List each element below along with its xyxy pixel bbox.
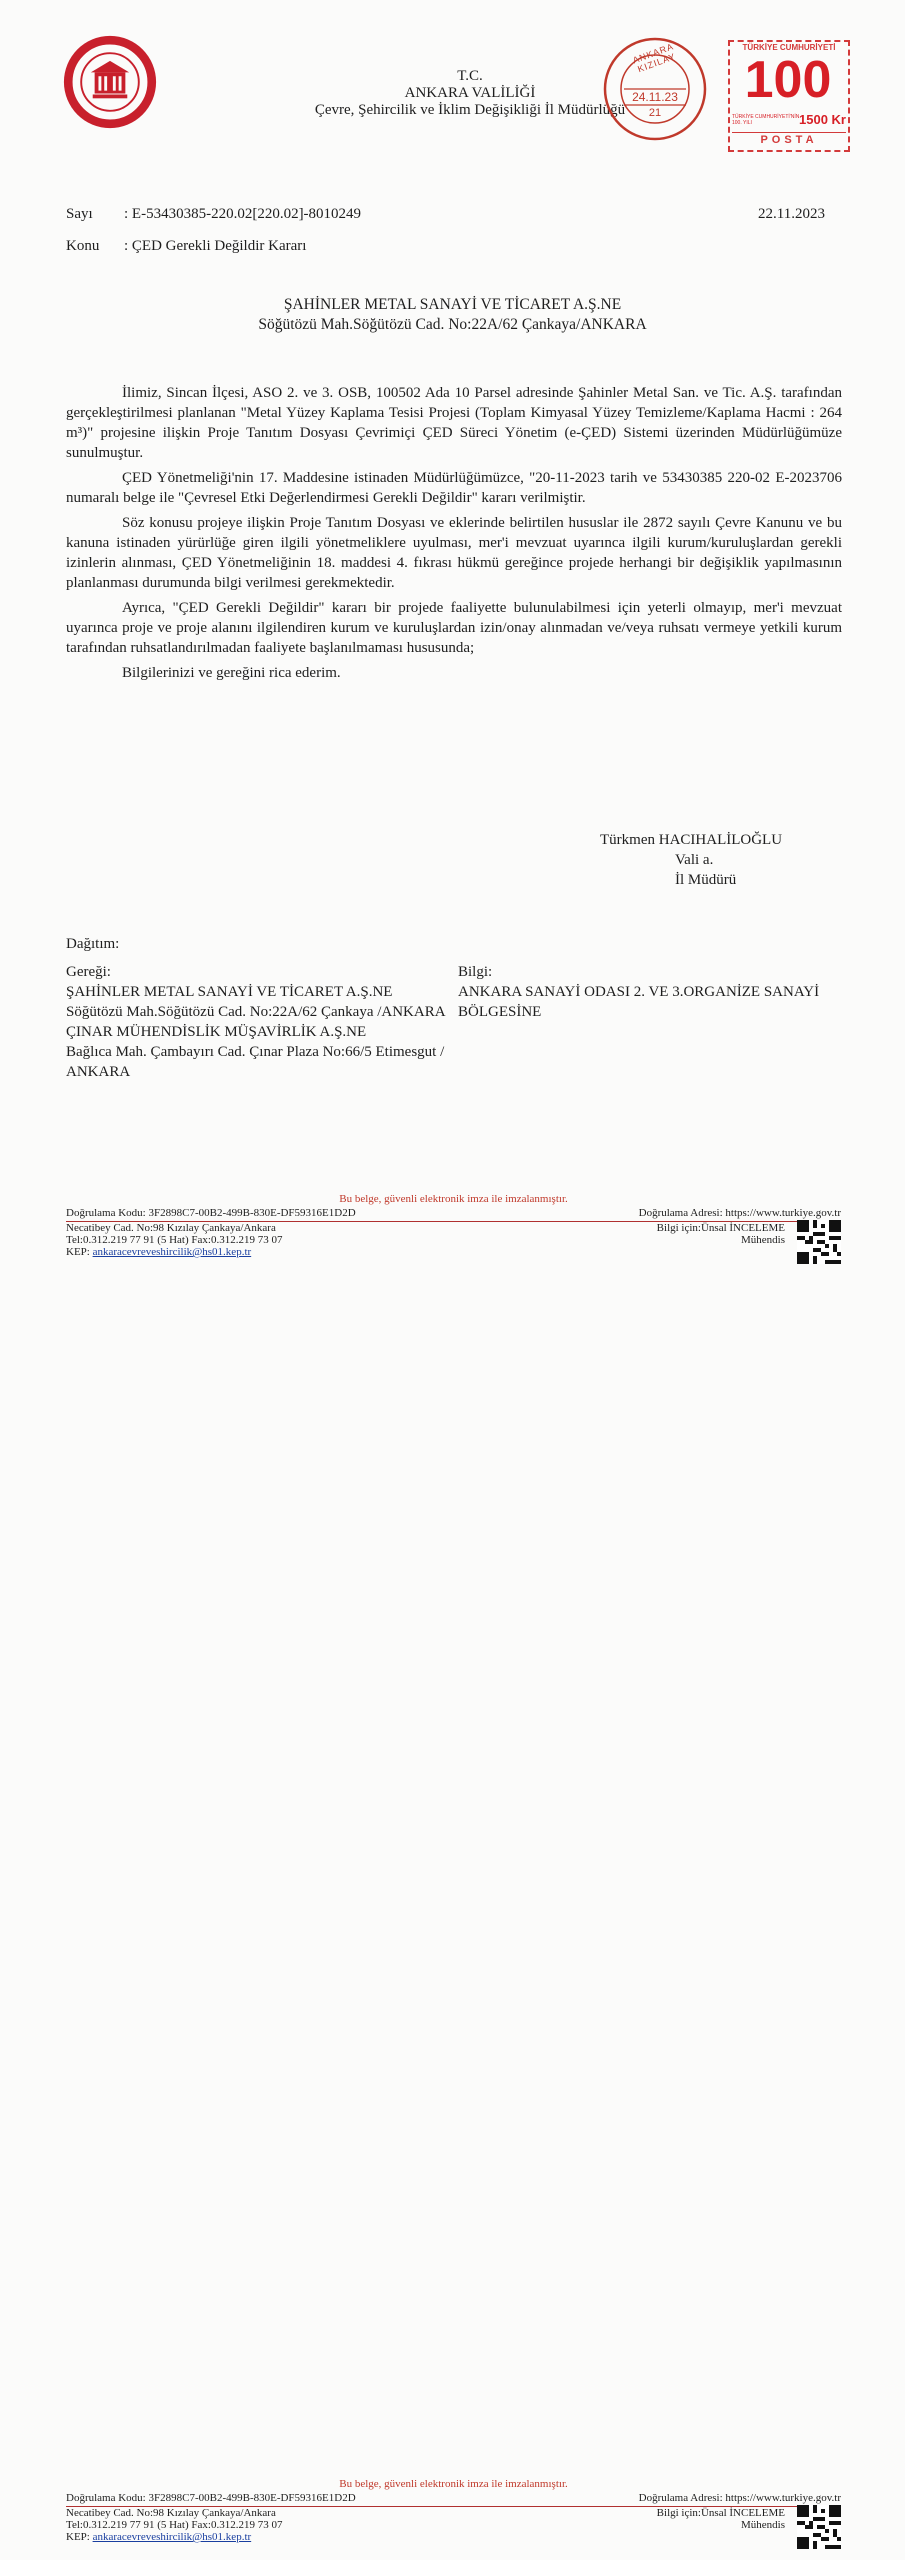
contact-person [657,2507,785,2531]
signer-title-1: Vali a. [675,852,714,868]
distribution-label: Dağıtım: [66,936,120,952]
body-paragraph-1: İlimiz, Sincan İlçesi, ASO 2. ve 3. OSB, 100502 Ada 10 Parsel adresinde Şahinler Metal San. ve Tic. A.Ş. tarafından gerçekleştirilmesi planlanan "Metal Yüzey Kaplama Tesisi Projesi (Toplam Kimyasal Yüzey Temizleme/Kaplama Hacmi : 264 m³)" projesine ilişkin Proje Tanıtım Dosyası Çevrimiçi ÇED Süreci Yönetim (e-ÇED) Sistemi üzerinden Müdürlüğümüze sunulmuştur. [66,385,842,461]
signer-title-2: İl Müdürü [675,872,737,888]
stamp-number: 21 [648,107,662,119]
ministry-seal-logo [62,34,158,130]
footer-address: Necatibey Cad. No:98 Kızılay Çankaya/Ankara [66,1222,276,1234]
body-paragraph-2: ÇED Yönetmeliği'nin 17. Maddesine istinaden Müdürlüğümüzce, "20-11-2023 tarih ve 53430385 220-02 E-2023706 numaralı belge ile "Çevresel Etki Değerlendirmesi Gerekli Değildir" kararı verilmiştir. [66,470,842,506]
addressee-name: ŞAHİNLER METAL SANAYİ VE TİCARET A.Ş.NE [283,296,622,313]
sayi-label: Sayı [66,206,93,222]
postage-stamp [728,40,850,152]
distribution-block [66,934,866,1080]
body-paragraph-5: Bilgilerinizi ve gereğini rica ederim. [122,665,341,681]
geregi-label: Gereği: [66,964,111,980]
signature-block [600,830,860,890]
contact-lines [66,2507,841,2543]
postal-date-stamp [600,34,710,144]
verification-code: Doğrulama Kodu: 3F2898C7-00B2-499B-830E-DF59316E1D2D [66,1207,356,1219]
geregi-recipient-2: ÇINAR MÜHENDİSLİK MÜŞAVİRLİK A.Ş.NE [66,1024,367,1040]
kep-link[interactable]: ankaracevreveshircilik@hs01.kep.tr [92,2531,252,2543]
qr-code-icon [797,2505,841,2549]
signer-name: Türkmen HACIHALİLOĞLU [600,832,783,848]
kep-link[interactable]: ankaracevreveshircilik@hs01.kep.tr [92,1246,252,1258]
verification-row [66,1207,841,1222]
kep-label: KEP: [66,2531,90,2543]
footer-tel: Tel:0.312.219 77 91 (5 Hat) Fax:0.312.219 73 07 [66,1234,283,1246]
verification-row [66,2492,841,2507]
footer-kep [66,1246,841,1258]
postmark-posta: POSTA [732,132,846,146]
e-signature-notice: Bu belge, güvenli elektronik imza ile imzalanmıştır. [339,2478,568,2490]
bilgi-column [458,962,858,1022]
subject-row [66,238,306,255]
letter-body [66,383,842,688]
geregi-recipient-1: ŞAHİNLER METAL SANAYİ VE TİCARET A.Ş.NE [66,984,393,1000]
reference-number-row [66,206,361,223]
bilgi-label: Bilgi: [458,964,493,980]
footer-kep [66,2531,841,2543]
body-paragraph-4: Ayrıca, "ÇED Gerekli Değildir" kararı bir projede faaliyette bulunulabilmesi için yeterli olmayıp, mer'i mevzuat uyarınca proje ve proje alanını ilgilendiren kurum ve kuruluşlardan izin/onay alınmadan ve/veya ruhsatı vermeye yetkili kurum tarafından ruhsatlandırılmadan faaliyete başlanılmaması hususunda; [66,600,842,656]
addressee-block [0,295,905,335]
kep-label: KEP: [66,1246,90,1258]
header-tc: T.C. [457,68,483,84]
qr-code-icon [797,1220,841,1264]
header-governorship: ANKARA VALİLİĞİ [404,85,536,101]
contact-person-name: Bilgi için:Ünsal İNCELEME [656,2507,785,2519]
header-directorate: Çevre, Şehircilik ve İklim Değişikliği İl Müdürlüğü [314,102,626,118]
postmark-100: 100 [744,51,832,109]
stamp-city: ANKARA KIZILAY [631,41,678,75]
geregi-column [66,962,446,1082]
sayi-value: : E-53430385-220.02[220.02]-8010249 [124,206,362,222]
konu-label: Konu [66,238,100,254]
addressee-address: Söğütözü Mah.Söğütözü Cad. No:22A/62 Çankaya/ANKARA [258,316,647,333]
verification-address: Doğrulama Adresi: https://www.turkiye.gov.tr [638,1207,841,1219]
verification-address: Doğrulama Adresi: https://www.turkiye.gov.tr [638,2492,841,2504]
contact-person-name: Bilgi için:Ünsal İNCELEME [656,1222,785,1234]
konu-value: : ÇED Gerekli Değildir Kararı [124,238,307,254]
contact-lines [66,1222,841,1258]
stamp-date: 24.11.23 [632,90,678,104]
geregi-address-1: Söğütözü Mah.Söğütözü Cad. No:22A/62 Çankaya /ANKARA [66,1004,446,1020]
footer-tel: Tel:0.312.219 77 91 (5 Hat) Fax:0.312.219 73 07 [66,2519,283,2531]
postmark-top-text: TÜRKİYE CUMHURİYETİ [742,43,836,52]
contact-person [657,1222,785,1246]
page-footer-2 [66,2478,841,2543]
footer-address: Necatibey Cad. No:98 Kızılay Çankaya/Ankara [66,2507,276,2519]
postmark-price: 1500 Kr [799,112,846,127]
document-date: 22.11.2023 [758,206,825,222]
contact-person-role: Mühendis [741,2519,785,2531]
geregi-address-2: Bağlıca Mah. Çambayırı Cad. Çınar Plaza No:66/5 Etimesgut / ANKARA [66,1044,445,1080]
verification-code: Doğrulama Kodu: 3F2898C7-00B2-499B-830E-DF59316E1D2D [66,2492,356,2504]
page-footer-1 [66,1193,841,1258]
body-paragraph-3: Söz konusu projeye ilişkin Proje Tanıtım Dosyası ve eklerinde belirtilen hususlar ile 2872 sayılı Çevre Kanunu ve bu kanuna istinaden yürürlüğe giren ilgili yönetmeliklere uyulması, mer'i mevzuat uyarınca ilgili kurum/kuruluşlardan gerekli izinlerin alınması, ÇED Yönetmeliğinin 18. maddesi 4. fıkrası hükmü gereğince projede herhangi bir değişiklik yapılmasının planlanması durumunda bilgi verilmesi gerekmektedir. [66,515,842,591]
bilgi-recipient-1: ANKARA SANAYİ ODASI 2. VE 3.ORGANİZE SANAYİ BÖLGESİNE [458,984,820,1020]
contact-person-role: Mühendis [741,1234,785,1246]
e-signature-notice: Bu belge, güvenli elektronik imza ile imzalanmıştır. [339,1193,568,1205]
postmark-caption: TÜRKİYE CUMHURİYETİ'NİN 100. YILI [732,114,800,126]
